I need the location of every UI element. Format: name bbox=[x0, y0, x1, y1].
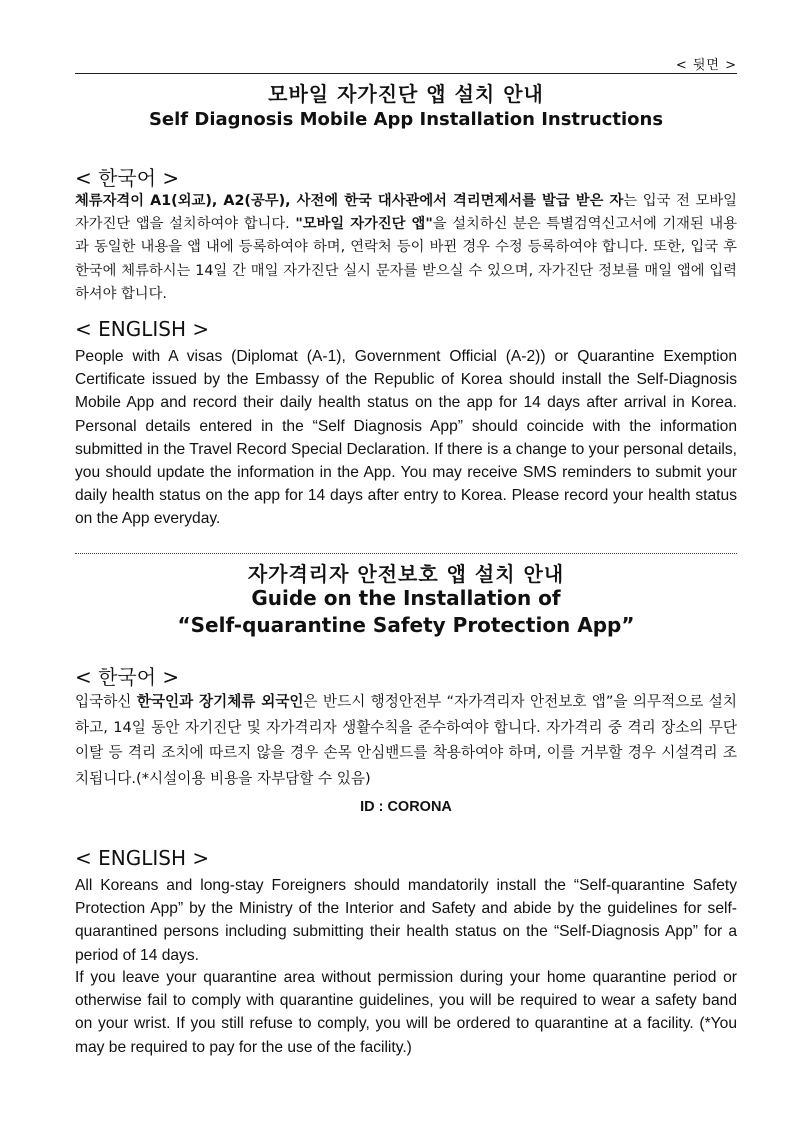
section2-title-korean: 자가격리자 안전보호 앱 설치 안내 bbox=[247, 562, 565, 586]
app-id-line: ID : CORONA bbox=[360, 799, 452, 815]
section1-korean-text-1: 는 입국 전 모바일 자가진단 앱을 설치하여야 합니다. bbox=[75, 193, 737, 233]
section1-english-paragraph: People with A visas (Diplomat (A-1), Government Official (A-2)) or Quarantine Exemption Certificate issued by the Embassy of the Republic of Korea should install the Self-Diagnosis Mobile App and record their daily health status on the app for 14 days after arrival in Korea. Personal details entered in the “Self Diagnosis App” should coincide with the information submitted in the Travel Record Special Declaration. If there is a change to your personal details, you should update the information in the App. You may receive SMS reminders to submit your daily health status on the app for 14 days after entry to Korea. Please record your health status on the App everyday. bbox=[75, 348, 737, 528]
section2-title-english-line2: “Self-quarantine Safety Protection App” bbox=[177, 613, 635, 637]
section2-title-english-line1: Guide on the Installation of bbox=[251, 586, 561, 610]
section2-korean-text-1: 입국하신 bbox=[75, 693, 137, 710]
section-divider bbox=[75, 553, 737, 554]
section1-english-heading: < ENGLISH > bbox=[75, 317, 210, 341]
top-divider bbox=[75, 73, 737, 74]
section1-korean-text-2: 을 설치하신 분은 특별검역신고서에 기재된 내용과 동일한 내용을 앱 내에 등록하여야 하며, 연락처 등이 바뀐 경우 수정 등록하여야 합니다. 또한, 입국 후 한국에 체류하시는 14일 간 매일 자가진단 실시 문자를 받으실 수 있으며, 자가진단 정보를 매일 앱에 입력하셔야 합니다. bbox=[75, 216, 738, 302]
section2-english-paragraph-2: If you leave your quarantine area without permission during your home quarantine period or otherwise fail to comply with quarantine guidelines, you will be required to wear a safety band on your wrist. If you still refuse to comply, you will be ordered to quarantine at a facility. (*You may be required to pay for the use of the facility.) bbox=[75, 969, 737, 1056]
section2-korean-paragraph bbox=[75, 689, 737, 791]
section1-korean-heading: < 한국어 > bbox=[75, 166, 180, 190]
section1-korean-bold-1: 체류자격이 A1(외교), A2(공무), 사전에 한국 대사관에서 격리면제서를 발급 받은 자 bbox=[75, 193, 624, 209]
section2-english-heading: < ENGLISH > bbox=[75, 846, 210, 870]
section1-title-english: Self Diagnosis Mobile App Installation Instructions bbox=[148, 109, 664, 130]
section2-korean-heading: < 한국어 > bbox=[75, 665, 180, 689]
section2-korean-bold-1: 한국인과 장기체류 외국인 bbox=[136, 693, 304, 710]
section1-korean-bold-2: "모바일 자가진단 앱" bbox=[295, 216, 433, 233]
page-side-label: < 뒷면 > bbox=[675, 58, 737, 73]
section2-korean-text-2: 은 반드시 행정안전부 “자가격리자 안전보호 앱”을 의무적으로 설치하고, 14일 동안 자기진단 및 자가격리자 생활수칙을 준수하여야 합니다. 자가격리 중 격리 장소의 무단이탈 등 격리 조치에 따르지 않을 경우 손목 안심밴드를 착용하여야 하며, 이를 거부할 경우 시설격리 조치됩니다.(*시설이용 비용을 자부담할 수 있음) bbox=[75, 693, 737, 787]
section1-title-korean: 모바일 자가진단 앱 설치 안내 bbox=[268, 82, 544, 106]
section2-english-paragraph-1: All Koreans and long-stay Foreigners should mandatorily install the “Self-quarantine Safety Protection App” by the Ministry of the Interior and Safety and abide by the guidelines for self-quarantined persons including submitting their health status on the “Self-Diagnosis App” for a period of 14 days. bbox=[75, 877, 737, 964]
section1-korean-paragraph bbox=[75, 190, 737, 306]
